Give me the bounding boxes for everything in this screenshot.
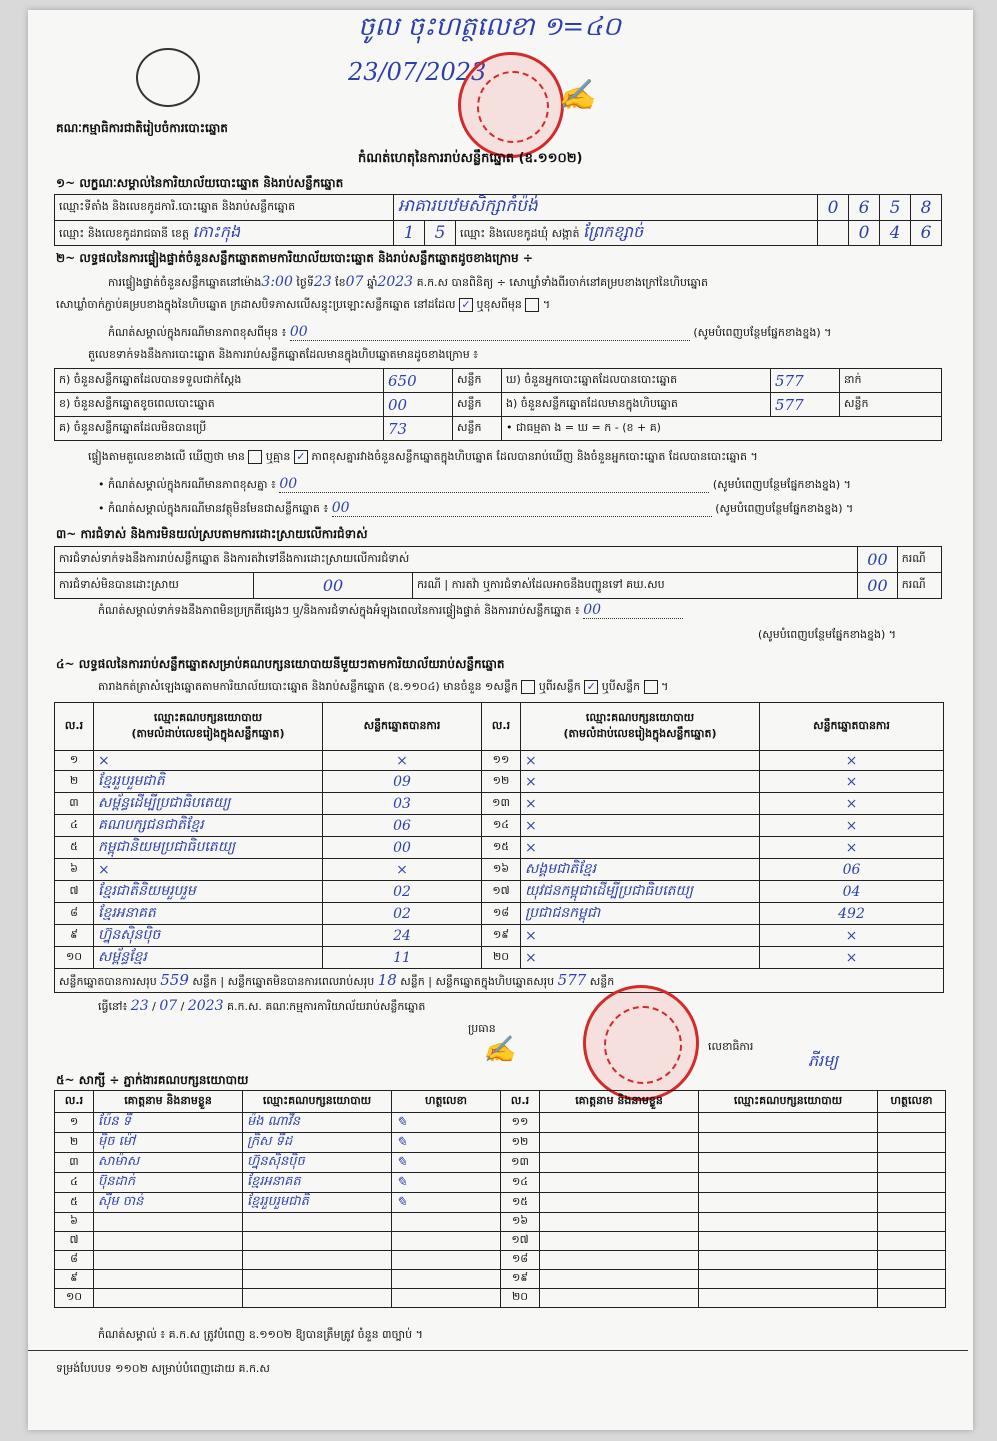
witness-party [699, 1113, 878, 1133]
result-row [55, 881, 944, 903]
witness-name [540, 1270, 699, 1289]
result-row [55, 925, 944, 947]
tally-sheet-line: តារាងកត់ត្រាសំឡេងឆ្នោតតាមការិយាល័យបោះឆ្នោត និងរាប់សន្លឹកឆ្នោត (ឧ.១១០៤) មានចំនួន ១សន្លឹក ឬពីរសន្លឹក ✓ ឬបីសន្លឹក ។ [98, 680, 669, 693]
result-row [55, 793, 944, 815]
party-votes: 06 [323, 815, 482, 837]
witness-party [699, 1133, 878, 1153]
row-number: ១៨ [482, 903, 521, 925]
witness-signature: ✎ [392, 1153, 501, 1173]
count-row: គ) ចំនួនសន្លឹកឆ្នោតដែលមិនបានប្រើ 73 សន្លឹក • ជាធម្មតា ង = ឃ = ក - (ខ + គ) [55, 417, 942, 441]
result-row [55, 815, 944, 837]
total-valid: 559 [160, 970, 189, 989]
witness-row [55, 1213, 946, 1232]
row-number: ១០ [55, 1289, 94, 1308]
witness-party: ខ្មែររួបរួមជាតិ [243, 1193, 392, 1213]
row-number: ៤ [55, 815, 94, 837]
witness-party [243, 1251, 392, 1270]
row-number: ១៧ [482, 881, 521, 903]
witness-party: ម៉ង ណាវីន [243, 1113, 392, 1133]
row-number: ៣ [55, 1153, 94, 1173]
witness-party: ខ្មែរអនាគត [243, 1173, 392, 1193]
total-in-box: 577 [557, 970, 587, 989]
result-row [55, 859, 944, 881]
result-row [55, 947, 944, 969]
chair-label: ប្រធាន [468, 1022, 496, 1035]
witness-name [540, 1289, 699, 1308]
witness-signature: ✎ [392, 1133, 501, 1153]
row-number: ១៤ [482, 815, 521, 837]
row-number: ១២ [482, 771, 521, 793]
row-number: ១ [55, 1113, 94, 1133]
same-checkbox[interactable]: ✓ [459, 298, 473, 312]
numbers-intro: តួលេខទាក់ទងនឹងការបោះឆ្នោត និងការរាប់សន្លឹកឆ្នោតដែលមានក្នុងហិបឆ្នោតមានដូចខាងក្រោម ៖ [88, 348, 479, 361]
party-votes: × [760, 815, 944, 837]
witness-name [94, 1213, 243, 1232]
three-sheet-checkbox[interactable] [644, 680, 658, 694]
row-number: ១០ [55, 947, 94, 969]
party-name: ប្រជាជនកម្ពុជា [521, 903, 760, 925]
date-line: ធ្វើនៅ៖ 23 / 07 / 2023 គ.ក.ស. គណៈកម្មការការិយាល័យរាប់សន្លឹកឆ្នោត [98, 998, 426, 1014]
witness-name: សាម៉ាស [94, 1153, 243, 1173]
witness-name [94, 1270, 243, 1289]
witness-party [243, 1289, 392, 1308]
section1-heading: ១~ លក្ខណៈសម្គាល់នៃការិយាល័យបោះឆ្នោត និងរាប់សន្លឹកឆ្នោត [56, 176, 344, 190]
witness-signature: ✎ [392, 1193, 501, 1213]
party-votes: × [760, 793, 944, 815]
row-number: ១៧ [501, 1232, 540, 1251]
party-votes: 04 [760, 881, 944, 903]
row-number: ៧ [55, 1232, 94, 1251]
count-row: ក) ចំនួនសន្លឹកឆ្នោតដែលបានទទួលជាក់ស្ដែង 650 សន្លឹក ឃ) ចំនួនអ្នកបោះឆ្នោតដែលបានបោះឆ្នោត 577 នាក់ [55, 369, 942, 393]
total-invalid: 18 [377, 970, 397, 989]
witness-row [55, 1270, 946, 1289]
witness-row [55, 1193, 946, 1213]
result-row [55, 837, 944, 859]
witness-name: ម៉ិច ម៉ៅ [94, 1133, 243, 1153]
witness-party [699, 1251, 878, 1270]
party-name: × [94, 859, 323, 881]
two-sheet-checkbox[interactable]: ✓ [584, 680, 598, 694]
change-note: កំណត់សម្គាល់ក្នុងករណីមានភាពខុសពីមុន ៖ 00 (សូមបំពេញបន្ថែមផ្នែកខាងខ្នង) ។ [108, 324, 832, 340]
party-votes: 02 [323, 881, 482, 903]
witness-party [699, 1232, 878, 1251]
row-number: ១៩ [501, 1270, 540, 1289]
party-name: × [521, 947, 760, 969]
party-name: × [94, 751, 323, 771]
party-name: × [521, 815, 760, 837]
irregularity-note: កំណត់សម្គាល់ទាក់ទងនឹងភាពមិនប្រក្រតីផ្សេងៗ ឬ/និងការជំទាស់ក្នុងអំឡុងពេលនៃការផ្ទៀងផ្ទាត់ និងការរាប់សន្លឹកឆ្នោត ៖ 00 [98, 602, 683, 620]
party-votes: × [760, 947, 944, 969]
witness-name [540, 1193, 699, 1213]
verify-line: ការផ្ទៀងផ្ទាត់ចំនួនសន្លឹកឆ្នោតនៅម៉ោង3:00 ថ្ងៃទី23 ខែ07 ឆ្នាំ2023 គ.ក.ស បានពិនិត្យ ÷ សោឃ្លាំទាំងពីរចាក់នៅគម្របខាងក្រៅនៃហិបឆ្នោត [108, 274, 708, 290]
party-votes: 24 [323, 925, 482, 947]
chair-signature: ✍ [483, 1035, 516, 1065]
party-votes: 02 [323, 903, 482, 925]
party-votes: × [760, 925, 944, 947]
party-votes: 03 [323, 793, 482, 815]
location-value: អាគារបឋមសិក្សាកំប៉ង់ [394, 195, 818, 221]
secretary-signature: ភីរម្យ [808, 1051, 839, 1070]
party-votes: × [760, 751, 944, 771]
party-name: ហ្វ៊ុនស៊ិនប៉ិច [94, 925, 323, 947]
party-name: × [521, 793, 760, 815]
witness-signature [878, 1133, 946, 1153]
witness-name: ប៊ុនដាក់ [94, 1173, 243, 1193]
party-name: ខ្មែររួបរួមជាតិ [94, 771, 323, 793]
witness-name [540, 1113, 699, 1133]
witness-name [94, 1232, 243, 1251]
row-number: ៥ [55, 1193, 94, 1213]
row-number: ៨ [55, 1251, 94, 1270]
verify-line2: សោឃ្លាំចាក់ភ្ជាប់គម្របខាងក្នុងនៃហិបឆ្នោត ក្រដាសបិទភាសលើសន្ធុះប្រឡោះសន្លឹកឆ្នោត នៅដដែល ✓ ឬខុសពីមុន ។ [56, 298, 551, 311]
witness-party [699, 1289, 878, 1308]
witness-row [55, 1232, 946, 1251]
party-votes: 00 [323, 837, 482, 859]
party-name: × [521, 925, 760, 947]
result-row [55, 751, 944, 771]
official-stamp [458, 52, 564, 158]
province-value: កោះកុង [192, 222, 241, 241]
witness-party [243, 1213, 392, 1232]
row-number: ៧ [55, 881, 94, 903]
diff-note: • កំណត់សម្គាល់ក្នុងករណីមានភាពខុសគ្នា ៖ 00 (សូមបំពេញបន្ថែមផ្នែកខាងខ្នង) ។ [98, 476, 851, 492]
row-number: ១ [55, 751, 94, 771]
row-number: ៦ [55, 859, 94, 881]
commune-value: ព្រែកខ្សាច់ [583, 222, 644, 241]
form-note: ទម្រង់បែបបទ ១១០២ សម្រាប់បំពេញដោយ គ.ក.ស [56, 1362, 270, 1375]
form-title: កំណត់ហេតុនៃការរាប់សន្លឹកឆ្នោត (ឧ.១១០២) [358, 151, 583, 166]
counts-table [54, 368, 942, 441]
witness-name [94, 1289, 243, 1308]
row-number: ២ [55, 771, 94, 793]
witness-signature [878, 1270, 946, 1289]
witness-row [55, 1133, 946, 1153]
other-note: • កំណត់សម្គាល់ក្នុងករណីមានវត្ថុមិនមែនជាសន្លឹកឆ្នោត ៖ 00 (សូមបំពេញបន្ថែមផ្នែកខាងខ្នង) ។ [98, 500, 854, 516]
witness-signature [878, 1153, 946, 1173]
witness-party [699, 1270, 878, 1289]
witness-row [55, 1289, 946, 1308]
official-stamp [583, 985, 699, 1101]
row-number: ៩ [55, 925, 94, 947]
count-row: ខ) ចំនួនសន្លឹកឆ្នោតខូចពេលបោះឆ្នោត 00 សន្លឹក ង) ចំនួនសន្លឹកឆ្នោតដែលមានក្នុងហិបឆ្នោត 577 សន្លឹក [55, 393, 942, 417]
witness-signature: ✎ [392, 1113, 501, 1133]
party-name: សម្ព័ន្ធដើម្បីប្រជាធិបតេយ្យ [94, 793, 323, 815]
witness-signature [392, 1232, 501, 1251]
one-sheet-checkbox[interactable] [521, 680, 535, 694]
party-votes: × [760, 771, 944, 793]
province-label: ឈ្មោះ និងលេខកូដរាជធានី ខេត្ត [59, 227, 189, 240]
witness-signature [878, 1289, 946, 1308]
row-number: ២០ [501, 1289, 540, 1308]
row-number: ១៤ [501, 1173, 540, 1193]
row-number: ៩ [55, 1270, 94, 1289]
result-row [55, 903, 944, 925]
witness-signature [878, 1113, 946, 1133]
row-number: ១៥ [501, 1193, 540, 1213]
party-votes: × [323, 751, 482, 771]
witness-party [243, 1270, 392, 1289]
witness-name [540, 1173, 699, 1193]
row-number: ១៣ [501, 1153, 540, 1173]
row-number: ១៨ [501, 1251, 540, 1270]
party-votes: 11 [323, 947, 482, 969]
witness-party: ហ្វ៊ុនស៊ិនប៉ិច [243, 1153, 392, 1173]
row-number: ១៦ [501, 1213, 540, 1232]
witness-table: ល.រ គោត្តនាម និងនាមខ្លួន ឈ្មោះគណបក្សនយោបាយ ហត្ថលេខា ល.រ គោត្តនាម និងនាមខ្លួន ឈ្មោះគណបក្សនយោបាយ ហត្ថលេខា ១ ប៉ែន ទី ម៉ង ណាវីន ✎ ១១ ២ ម៉ិច ម៉ៅ ក្រិស ទីដ ✎ ១២ ៣ សាម៉ាស ហ្វ៊ុនស៊ិនប៉ិច ✎ ១៣ ៤ ប៊ុនដាក់ ខ្មែរអនាគត ✎ ១៤ ៥ ស៊ីម ចាន់ ខ្មែររួបរួមជាតិ ✎ ១៥ ៦ ១៦ ៧ ១៧ ៨ ១៨ ៩ ១៩ ១០ ២០ [54, 1090, 946, 1308]
changed-checkbox[interactable] [525, 298, 539, 312]
witness-row [55, 1113, 946, 1133]
party-name: × [521, 837, 760, 859]
witness-signature [878, 1193, 946, 1213]
party-votes: 09 [323, 771, 482, 793]
row-number: ១២ [501, 1133, 540, 1153]
party-name: × [521, 751, 760, 771]
party-name: យុវជនកម្ពុជាដើម្បីប្រជាធិបតេយ្យ [521, 881, 760, 903]
results-table: ល.រ ឈ្មោះគណបក្សនយោបាយ (តាមលំដាប់លេខរៀងក្នុងសន្លឹកឆ្នោត) សន្លឹកឆ្នោតបានការ ល.រ ឈ្មោះគណបក្សនយោបាយ (តាមលំដាប់លេខរៀងក្នុងសន្លឹកឆ្នោត) សន្លឹកឆ្នោតបានការ ១ × × ១១ × × ២ ខ្មែររួបរួមជាតិ 09 ១២ × × ៣ សម្ព័ន្ធដើម្បីប្រជាធិបតេយ្យ 03 ១៣ × × ៤ គណបក្សជនជាតិខ្មែរ 06 ១៤ × × ៥ កម្ពុជានិយមប្រជាធិបតេយ្យ 00 ១៥ × × ៦ × × ១៦ សង្គមជាតិខ្មែរ 06 ៧ ខ្មែរជាតិនិយមរួបរួម 02 ១៧ យុវជនកម្ពុជាដើម្បីប្រជាធិបតេយ្យ 04 ៨ ខ្មែរអនាគត 02 ១៨ ប្រជាជនកម្ពុជា 492 ៩ ហ្វ៊ុនស៊ិនប៉ិច 24 ១៩ × × ១០ សម្ព័ន្ធខ្មែរ 11 ២០ × × សន្លឹកឆ្នោតបានការសរុប 559 សន្លឹក | សន្លឹកឆ្នោតមិនបានការពេលរាប់សរុប 18 សន្លឹក | សន្លឹកឆ្នោតក្នុងហិបឆ្នោតសរុប 577 សន្លឹក [54, 702, 944, 993]
row-number: ៨ [55, 903, 94, 925]
party-name: ខ្មែរជាតិនិយមរួបរួម [94, 881, 323, 903]
witness-name [540, 1232, 699, 1251]
row-number: ៣ [55, 793, 94, 815]
witness-party [699, 1173, 878, 1193]
footnote: កំណត់សម្គាល់ ៖ គ.ក.ស ត្រូវបំពេញ ឧ.១១០២ ឱ្យបានត្រឹមត្រូវ ចំនួន ៣ច្បាប់ ។ [98, 1328, 423, 1341]
witness-party: ក្រិស ទីដ [243, 1133, 392, 1153]
witness-signature [878, 1173, 946, 1193]
party-votes: × [323, 859, 482, 881]
party-name: កម្ពុជានិយមប្រជាធិបតេយ្យ [94, 837, 323, 859]
witness-party [699, 1213, 878, 1232]
witness-signature [392, 1270, 501, 1289]
location-label: ឈ្មោះទីតាំង និងលេខកូដការិ.បោះឆ្នោត និងរាប់សន្លឹកឆ្នោត [55, 195, 394, 221]
committee-name: គណៈកម្មាធិការជាតិរៀបចំការបោះឆ្នោត [56, 121, 228, 135]
divider [28, 1350, 968, 1351]
witness-name [94, 1251, 243, 1270]
party-votes: × [760, 837, 944, 859]
has-diff-checkbox[interactable] [248, 450, 262, 464]
handwritten-date: 23/07/2023 [348, 58, 487, 86]
witness-name [540, 1213, 699, 1232]
party-name: គណបក្សជនជាតិខ្មែរ [94, 815, 323, 837]
compare-line: ផ្ទៀងតាមតួលេខខាងលើ ឃើញថា មាន ឬគ្មាន ✓ ភាពខុសគ្នារវាងចំនួនសន្លឹកឆ្នោតក្នុងហិបឆ្នោត ដែលបានរាប់ឃើញ និងចំនួនអ្នកបោះឆ្នោត ដែលបានបោះឆ្នោត ។ [88, 450, 758, 463]
witness-name [540, 1153, 699, 1173]
witness-name [540, 1133, 699, 1153]
row-number: ៦ [55, 1213, 94, 1232]
witness-row [55, 1173, 946, 1193]
secretary-label: លេខាធិការ [708, 1040, 754, 1053]
row-number: ៤ [55, 1173, 94, 1193]
row-number: ៥ [55, 837, 94, 859]
witness-signature: ✎ [392, 1173, 501, 1193]
witness-signature [392, 1251, 501, 1270]
party-name: ខ្មែរអនាគត [94, 903, 323, 925]
witness-signature [392, 1289, 501, 1308]
witness-row [55, 1251, 946, 1270]
party-votes: 492 [760, 903, 944, 925]
witness-party [699, 1153, 878, 1173]
row-number: ១៦ [482, 859, 521, 881]
party-votes: 06 [760, 859, 944, 881]
row-number: ២០ [482, 947, 521, 969]
nec-emblem-icon [136, 48, 200, 107]
witness-name: ប៉ែន ទី [94, 1113, 243, 1133]
no-diff-checkbox[interactable]: ✓ [294, 450, 308, 464]
section3-heading: ៣~ ការជំទាស់ និងការមិនយល់ស្របតាមការដោះស្រាយលើការជំទាស់ [56, 527, 368, 541]
section2-heading: ២~ លទ្ធផលនៃការផ្ទៀងផ្ទាត់ចំនួនសន្លឹកឆ្នោតតាមការិយាល័យបោះឆ្នោត និងរាប់សន្លឹកឆ្នោតដូចខាងក្រោម ÷ [56, 251, 533, 265]
witness-name [540, 1251, 699, 1270]
row-number: ២ [55, 1133, 94, 1153]
witness-signature [878, 1232, 946, 1251]
commune-label: ឈ្មោះ និងលេខកូដឃុំ សង្កាត់ [460, 227, 580, 240]
witness-row [55, 1153, 946, 1173]
handwritten-note: ចូល ចុះហត្ថលេខា ១=៤០ [358, 12, 622, 42]
party-name: សង្គមជាតិខ្មែរ [521, 859, 760, 881]
row-number: ១៥ [482, 837, 521, 859]
location-table: ឈ្មោះទីតាំង និងលេខកូដការិ.បោះឆ្នោត និងរាប់សន្លឹកឆ្នោត អាគារបឋមសិក្សាកំប៉ង់ 0 6 5 8 ឈ្មោះ និងលេខកូដរាជធានី ខេត្ត កោះកុង 1 5 ឈ្មោះ និងលេខកូដឃុំ សង្កាត់ ព្រែកខ្សាច់ 0 4 6 [54, 194, 942, 246]
row-number: ១១ [482, 751, 521, 771]
witness-signature [878, 1251, 946, 1270]
witness-signature [878, 1213, 946, 1232]
form-page: ចូល ចុះហត្ថលេខា ១=៤០ 23/07/2023 ✍ គណៈកម្មាធិការជាតិរៀបចំការបោះឆ្នោត កំណត់ហេតុនៃការរាប់សន្លឹកឆ្នោត (ឧ.១១០២) ១~ លក្ខណៈសម្គាល់នៃការិយាល័យបោះឆ្នោត និងរាប់សន្លឹកឆ្នោត ឈ្មោះទីតាំង និងលេខកូដការិ.បោះឆ្នោត និងរាប់សន្លឹកឆ្នោត អាគារបឋមសិក្សាកំប៉ង់ 0 6 5 8 ឈ្មោះ និងលេខកូដរាជធានី ខេត្ត កោះកុង 1 5 ឈ្មោះ និងលេខកូដឃុំ សង្កាត់ ព្រែកខ្សាច់ 0 4 6 ២~ លទ្ធផលនៃការផ្ទៀងផ្ទាត់ចំនួនសន្លឹកឆ្នោតតាមការិយាល័យបោះឆ្នោត និងរាប់សន្លឹកឆ្នោតដូចខាងក្រោម ÷ ការផ្ទៀងផ្ទាត់ចំនួនសន្លឹកឆ្នោតនៅម៉ោង3:00 ថ្ងៃទី23 ខែ07 ឆ្នាំ2023 គ.ក.ស បានពិនិត្យ ÷ សោឃ្លាំទាំងពីរចាក់នៅគម្របខាងក្រៅនៃហិបឆ្នោត សោឃ្លាំចាក់ភ្ជាប់គម្របខាងក្នុងនៃហិបឆ្នោត ក្រដាសបិទភាសលើសន្ធុះប្រឡោះសន្លឹកឆ្នោត នៅដដែល ✓ ឬខុសពីមុន ។ កំណត់សម្គាល់ក្នុងករណីមានភាពខុសពីមុន ៖ 00 (សូមបំពេញបន្ថែមផ្នែកខាងខ្នង) ។ តួលេខទាក់ទងនឹងការបោះឆ្នោត និងការរាប់សន្លឹកឆ្នោតដែលមានក្នុងហិបឆ្នោតមានដូចខាងក្រោម ៖ ក) ចំនួនសន្លឹកឆ្នោតដែលបានទទួលជាក់ស្ដែង 650 សន្លឹក ឃ) ចំនួនអ្នកបោះឆ្នោតដែលបានបោះឆ្នោត 577 នាក់ ខ) ចំនួនសន្លឹកឆ្នោតខូចពេលបោះឆ្នោត 00 សន្លឹក ង) ចំនួនសន្លឹកឆ្នោតដែលមានក្នុងហិបឆ្នោត 577 សន្លឹក គ) ចំនួនសន្លឹកឆ្នោតដែលមិនបានប្រើ 73 សន្លឹក • ជាធម្មតា ង = ឃ = ក - (ខ + គ) ផ្ទៀងតាមតួលេខខាងលើ ឃើញថា មាន ឬគ្មាន ✓ ភាពខុសគ្នារវាងចំនួនសន្លឹកឆ្នោតក្នុងហិបឆ្នោត ដែលបានរាប់ឃើញ និងចំនួនអ្នកបោះឆ្នោត ដែលបានបោះឆ្នោត ។ • កំណត់សម្គាល់ក្នុងករណីមានភាពខុសគ្នា ៖ 00 (សូមបំពេញបន្ថែមផ្នែកខាងខ្នង) ។ • កំណត់សម្គាល់ក្នុងករណីមានវត្ថុមិនមែនជាសន្លឹកឆ្នោត ៖ 00 (សូមបំពេញបន្ថែមផ្នែកខាងខ្នង) ។ ៣~ ការជំទាស់ និងការមិនយល់ស្របតាមការដោះស្រាយលើការជំទាស់ ការជំទាស់ទាក់ទងនឹងការរាប់សន្លឹកឆ្នោត និងការតវ៉ាទៅនឹងការដោះស្រាយលើការជំទាស់ 00 ករណី ការជំទាស់មិនបានដោះស្រាយ 00 ករណី | ការតវ៉ា ឬការជំទាស់ដែលអាចនឹងបញ្ជូនទៅ គឃ.សប 00 ករណី កំណត់សម្គាល់ទាក់ទងនឹងភាពមិនប្រក្រតីផ្សេងៗ ឬ/និងការជំទាស់ក្នុងអំឡុងពេលនៃការផ្ទៀងផ្ទាត់ និងការរាប់សន្លឹកឆ្នោត ៖ 00 (សូមបំពេញបន្ថែមផ្នែកខាងខ្នង) ។ ៤~ លទ្ធផលនៃការរាប់សន្លឹកឆ្នោតសម្រាប់គណបក្សនយោបាយនីមួយៗតាមការិយាល័យរាប់សន្លឹកឆ្នោត តារាងកត់ត្រាសំឡេងឆ្នោតតាមការិយាល័យបោះឆ្នោត និងរាប់សន្លឹកឆ្នោត (ឧ.១១០៤) មានចំនួន ១សន្លឹក ឬពីរសន្លឹក ✓ ឬបីសន្លឹក ។ ល.រ ឈ្មោះគណបក្សនយោបាយ (តាមលំដាប់លេខរៀងក្នុងសន្លឹកឆ្នោត) សន្លឹកឆ្នោតបានការ ល.រ ឈ្មោះគណបក្សនយោបាយ (តាមលំដាប់លេខរៀងក្នុងសន្លឹកឆ្នោត) សន្លឹកឆ្នោតបានការ ១ × × ១១ × × ២ ខ្មែររួបរួមជាតិ 09 ១២ × × ៣ សម្ព័ន្ធដើម្បីប្រជាធិបតេយ្យ 03 ១៣ × × ៤ គណបក្សជនជាតិខ្មែរ 06 ១៤ × × ៥ កម្ពុជានិយមប្រជាធិបតេយ្យ 00 ១៥ × × ៦ × × ១៦ សង្គមជាតិខ្មែរ 06 ៧ ខ្មែរជាតិនិយមរួបរួម 02 ១៧ យុវជនកម្ពុជាដើម្បីប្រជាធិបតេយ្យ 04 ៨ ខ្មែរអនាគត 02 ១៨ ប្រជាជនកម្ពុជា 492 ៩ ហ្វ៊ុនស៊ិនប៉ិច 24 ១៩ × × ១០ សម្ព័ន្ធខ្មែរ 11 ២០ × × សន្លឹកឆ្នោតបានការសរុប 559 សន្លឹក | សន្លឹកឆ្នោតមិនបានការពេលរាប់សរុប 18 សន្លឹក | សន្លឹកឆ្នោតក្នុងហិបឆ្នោតសរុប 577 សន្លឹក ធ្វើនៅ៖ 23 / 07 / 2023 គ.ក.ស. គណៈកម្មការការិយាល័យរាប់សន្លឹកឆ្នោត ប្រធាន ✍ លេខាធិការ ភីរម្យ ៥~ សាក្សី ÷ ភ្នាក់ងារគណបក្សនយោបាយ ល.រ គោត្តនាម និងនាមខ្លួន ឈ្មោះគណបក្សនយោបាយ ហត្ថលេខា ល.រ គោត្តនាម និងនាមខ្លួន ឈ្មោះគណបក្សនយោបាយ ហត្ថលេខា ១ ប៉ែន ទី ម៉ង ណាវីន ✎ ១១ ២ ម៉ិច ម៉ៅ ក្រិស ទីដ ✎ ១២ ៣ សាម៉ាស ហ្វ៊ុនស៊ិនប៉ិច ✎ ១៣ ៤ ប៊ុនដាក់ ខ្មែរអនាគត ✎ ១៤ ៥ ស៊ីម ចាន់ ខ្មែររួបរួមជាតិ ✎ ១៥ ៦ ១៦ ៧ ១៧ ៨ ១៨ ៩ ១៩ ១០ ២០ កំណត់សម្គាល់ ៖ គ.ក.ស ត្រូវបំពេញ ឧ.១១០២ ឱ្យបានត្រឹមត្រូវ ចំនួន ៣ច្បាប់ ។ ទម្រង់បែបបទ ១១០២ សម្រាប់បំពេញដោយ គ.ក.ស [28, 10, 973, 1430]
party-name: សម្ព័ន្ធខ្មែរ [94, 947, 323, 969]
witness-party [699, 1193, 878, 1213]
result-row [55, 771, 944, 793]
row-number: ១១ [501, 1113, 540, 1133]
row-number: ១៩ [482, 925, 521, 947]
witness-party [243, 1232, 392, 1251]
witness-signature [392, 1213, 501, 1232]
party-name: × [521, 771, 760, 793]
section4-heading: ៤~ លទ្ធផលនៃការរាប់សន្លឹកឆ្នោតសម្រាប់គណបក្សនយោបាយនីមួយៗតាមការិយាល័យរាប់សន្លឹកឆ្នោត [56, 657, 505, 671]
signature-top: ✍ [558, 78, 596, 113]
section5-heading: ៥~ សាក្សី ÷ ភ្នាក់ងារគណបក្សនយោបាយ [56, 1073, 249, 1087]
witness-name: ស៊ីម ចាន់ [94, 1193, 243, 1213]
row-number: ១៣ [482, 793, 521, 815]
complaints-table: ការជំទាស់ទាក់ទងនឹងការរាប់សន្លឹកឆ្នោត និងការតវ៉ាទៅនឹងការដោះស្រាយលើការជំទាស់ 00 ករណី ការជំទាស់មិនបានដោះស្រាយ 00 ករណី | ការតវ៉ា ឬការជំទាស់ដែលអាចនឹងបញ្ជូនទៅ គឃ.សប 00 ករណី [54, 546, 942, 599]
